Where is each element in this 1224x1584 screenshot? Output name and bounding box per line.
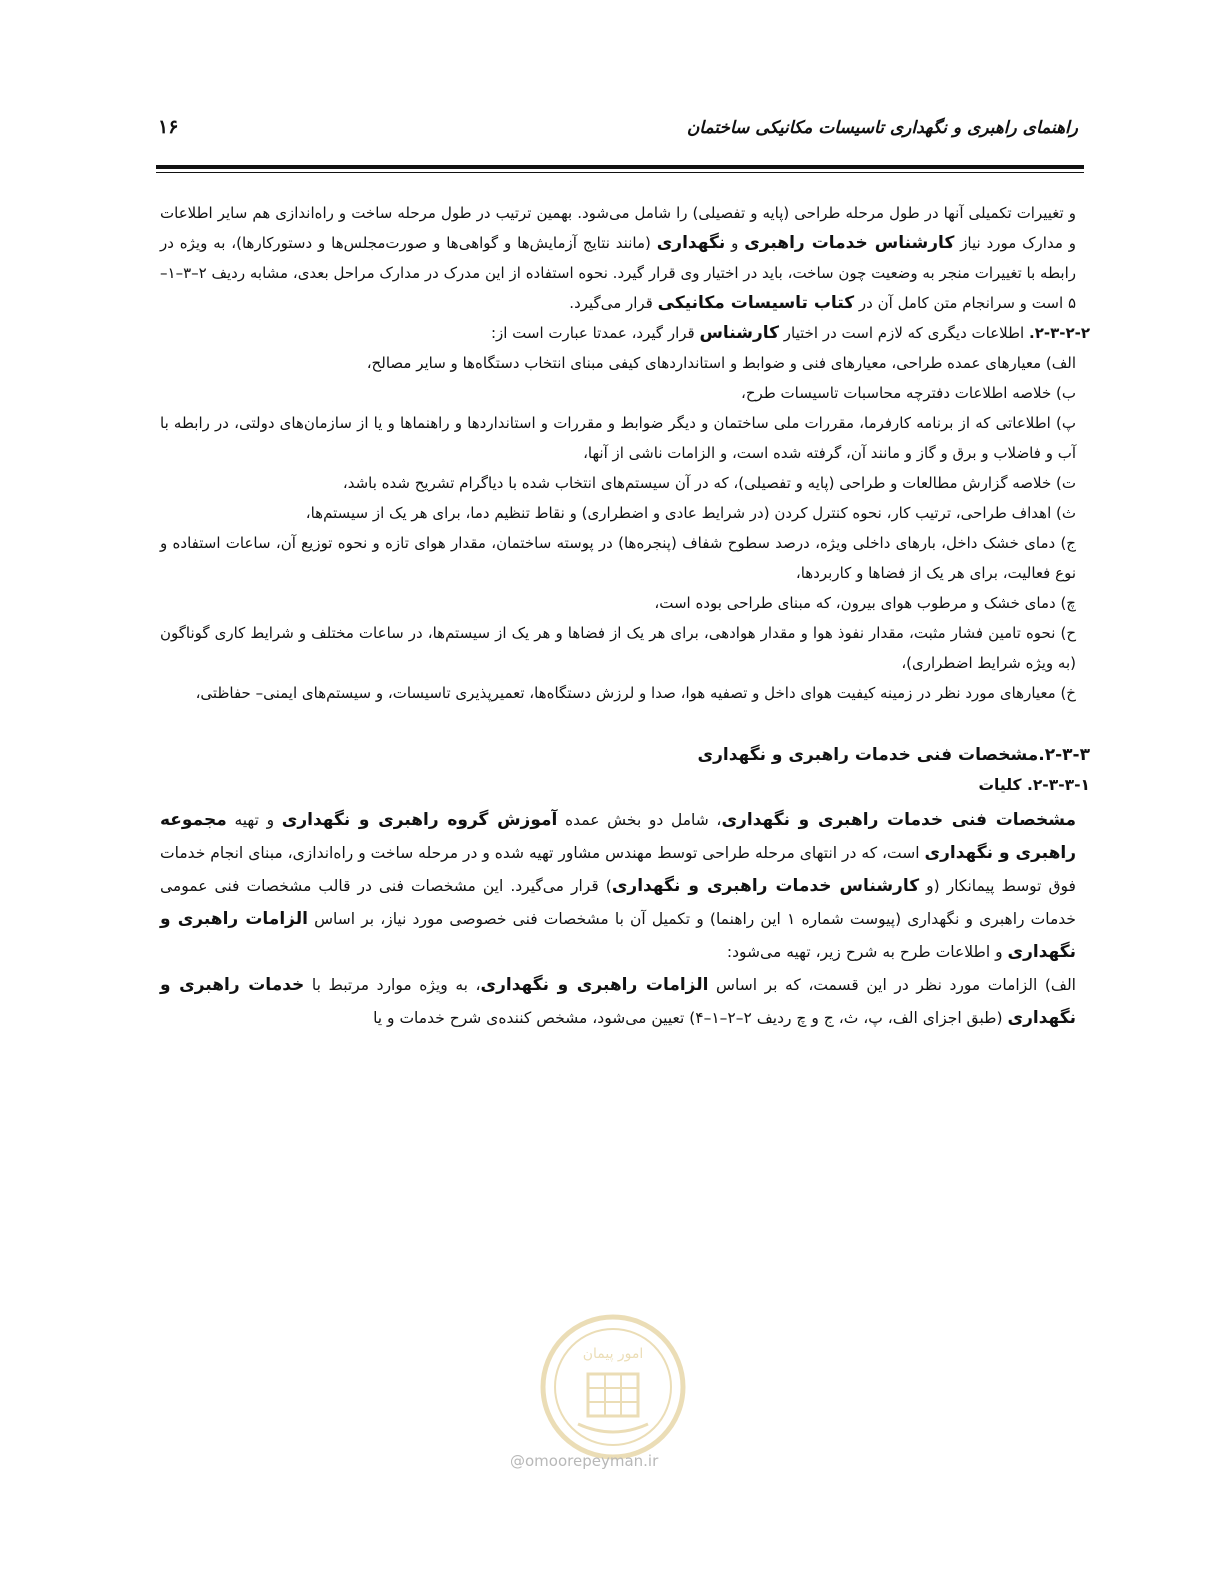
intro-text-1: و تغییرات تکمیلی آنها در طول مرحله طراحی (پایه و تفصیلی) را شامل می‌شود. بهمین ترتیب در طول مرحله ساخت و راه‌اندازی هم سایر اطلاعات و مدارک مورد نیاز (160, 204, 1076, 252)
general-bold-2: آموزش گروه راهبری و نگهداری (281, 810, 558, 830)
general-bold-5: الزامات راهبری و نگهداری (160, 909, 1076, 962)
section-heading-2-3-3-1: ۲-۳-۳-۱. کلیات (978, 776, 1090, 794)
header-rule-thin (156, 172, 1084, 173)
section-heading-2-3-3: ۲-۳-۳.مشخصات فنی خدمات راهبری و نگهداری (697, 745, 1090, 765)
header-title: راهنمای راهبری و نگهداری تاسیسات مکانیکی ساختمان (686, 118, 1078, 138)
page-header (158, 112, 1078, 152)
general-text-4: ) قرار می‌گیرد. این مشخصات فنی در قالب مشخصات فنی عمومی خدمات راهبری و نگهداری (پیوست شماره ۱ این راهنما) و تکمیل آن با مشخصات فنی خصوصی مورد نیاز، بر اساس (160, 877, 1076, 928)
subsection-bold: کارشناس (699, 323, 780, 343)
intro-text-4: قرار می‌گیرد. (569, 294, 658, 312)
intro-text-3: (مانند نتایج آزمایش‌ها و گواهی‌ها و صورت‌مجلس‌ها و دستورکارها)، به ویژه در رابطه با تغییرات منجر به وضعیت چون ساخت، باید در اختیار وی قرار گیرد. نحوه استفاده از این مدرک در مدارک مراحل بعدی، مشابه ردیف ۲–۳–۱–۵ است و سرانجام متن کامل آن در (160, 234, 1076, 312)
general-paragraph (160, 804, 1076, 969)
watermark-site: @omoorepeyman.ir (510, 1452, 659, 1470)
general-text-2: و تهیه (226, 811, 282, 829)
watermark-seal-icon (538, 1312, 688, 1462)
item-alef-paragraph (160, 969, 1076, 1035)
intro-paragraph (160, 198, 1076, 318)
intro-bold-3: کتاب تاسیسات مکانیکی (657, 293, 855, 313)
page-number: ۱۶ (158, 116, 179, 138)
watermark-site-text: omoorepeyman.ir (525, 1452, 659, 1470)
subsection-number: ۲-۳-۲-۲. (1028, 324, 1090, 342)
intro-bold-2: نگهداری (656, 233, 726, 253)
subsection-2-3-2-2 (160, 318, 1090, 348)
intro-bold-1: کارشناس خدمات راهبری (744, 233, 955, 253)
header-rule-thick (156, 165, 1084, 169)
alef-bold-1: الزامات راهبری و نگهداری (480, 975, 709, 995)
list-item: الف) معیارهای عمده طراحی، معیارهای فنی و ضوابط و استانداردهای کیفی مبنای انتخاب دستگاه‌ها و سایر مصالح، (366, 354, 1076, 372)
alef-bold-2: خدمات راهبری و نگهداری (160, 975, 1076, 1028)
alef-text-2: ، به ویژه موارد مرتبط با (304, 976, 481, 994)
page-body (160, 198, 1090, 1035)
general-text-1: ، شامل دو بخش عمده (557, 811, 722, 829)
section-spacer (160, 708, 1076, 740)
list-item: ث) اهداف طراحی، ترتیب کار، نحوه کنترل کردن (در شرایط عادی و اضطراری) و نقاط تنظیم دما، برای هر یک از سیستم‌ها، (305, 504, 1076, 522)
list-item: ب) خلاصه اطلاعات دفترچه محاسبات تاسیسات طرح، (741, 384, 1076, 402)
intro-text-2: و (725, 234, 745, 252)
general-text-5: و اطلاعات طرح به شرح زیر، تهیه می‌شود: (726, 943, 1008, 961)
general-bold-1: مشخصات فنی خدمات راهبری و نگهداری (721, 810, 1077, 830)
subsection-text-1: اطلاعات دیگری که لازم است در اختیار (779, 324, 1029, 342)
subsection-text-2: قرار گیرد، عمدتا عبارت است از: (490, 324, 700, 342)
alef-text-1: الف) الزامات مورد نظر در این قسمت، که بر اساس (708, 976, 1076, 994)
alef-text-3: (طبق اجزای الف، پ، ث، ج و چ ردیف ۲–۲–۱–۴) تعیین می‌شود، مشخص کننده‌ی شرح خدمات و یا (373, 1009, 1008, 1027)
general-bold-4: کارشناس خدمات راهبری و نگهداری (611, 876, 920, 896)
list-item: چ) دمای خشک و مرطوب هوای بیرون، که مبنای طراحی بوده است، (654, 594, 1076, 612)
watermark-seal-text: امور پیمان (582, 1346, 644, 1362)
list-item: پ) اطلاعاتی که از برنامه کارفرما، مقررات ملی ساختمان و دیگر ضوابط و مقررات و استانداردها و راهنماها و یا از سازمان‌های دولتی، در رابطه با آب و فاضلاب و برق و گاز و مانند آن، گرفته شده است، و الزامات ناشی از آنها، (160, 414, 1076, 462)
list-item: ح) نحوه تامین فشار مثبت، مقدار نفوذ هوا و مقدار هوادهی، برای هر یک از فضاها و هر یک از سیستم‌ها، در ساعات مختلف و شرایط کاری گوناگون (به ویژه شرایط اضطراری)، (160, 624, 1076, 672)
general-text-3: است، که در انتهای مرحله طراحی توسط مهندس مشاور تهیه شده و در مرحله ساخت و راه‌اندازی، مبنای انجام خدمات فوق توسط پیمانکار (و (160, 844, 1076, 895)
general-bold-3: مجموعه راهبری و نگهداری (160, 810, 1077, 863)
list-item: خ) معیارهای مورد نظر در زمینه کیفیت هوای داخل و تصفیه هوا، صدا و لرزش دستگاه‌ها، تعمیرپذیری تاسیسات، و سیستم‌های ایمنی– حفاظتی، (195, 684, 1076, 702)
list-item: ت) خلاصه گزارش مطالعات و طراحی (پایه و تفصیلی)، که در آن سیستم‌های انتخاب شده با دیاگرام تشریح شده باشد، (342, 474, 1076, 492)
list-item: ج) دمای خشک داخل، بارهای داخلی ویژه، درصد سطوح شفاف (پنجره‌ها) در پوسته ساختمان، مقدار هوای تازه و نحوه توزیع آن، ساعات استفاده و نوع فعالیت، برای هر یک از فضاها و کاربردها، (160, 534, 1076, 582)
